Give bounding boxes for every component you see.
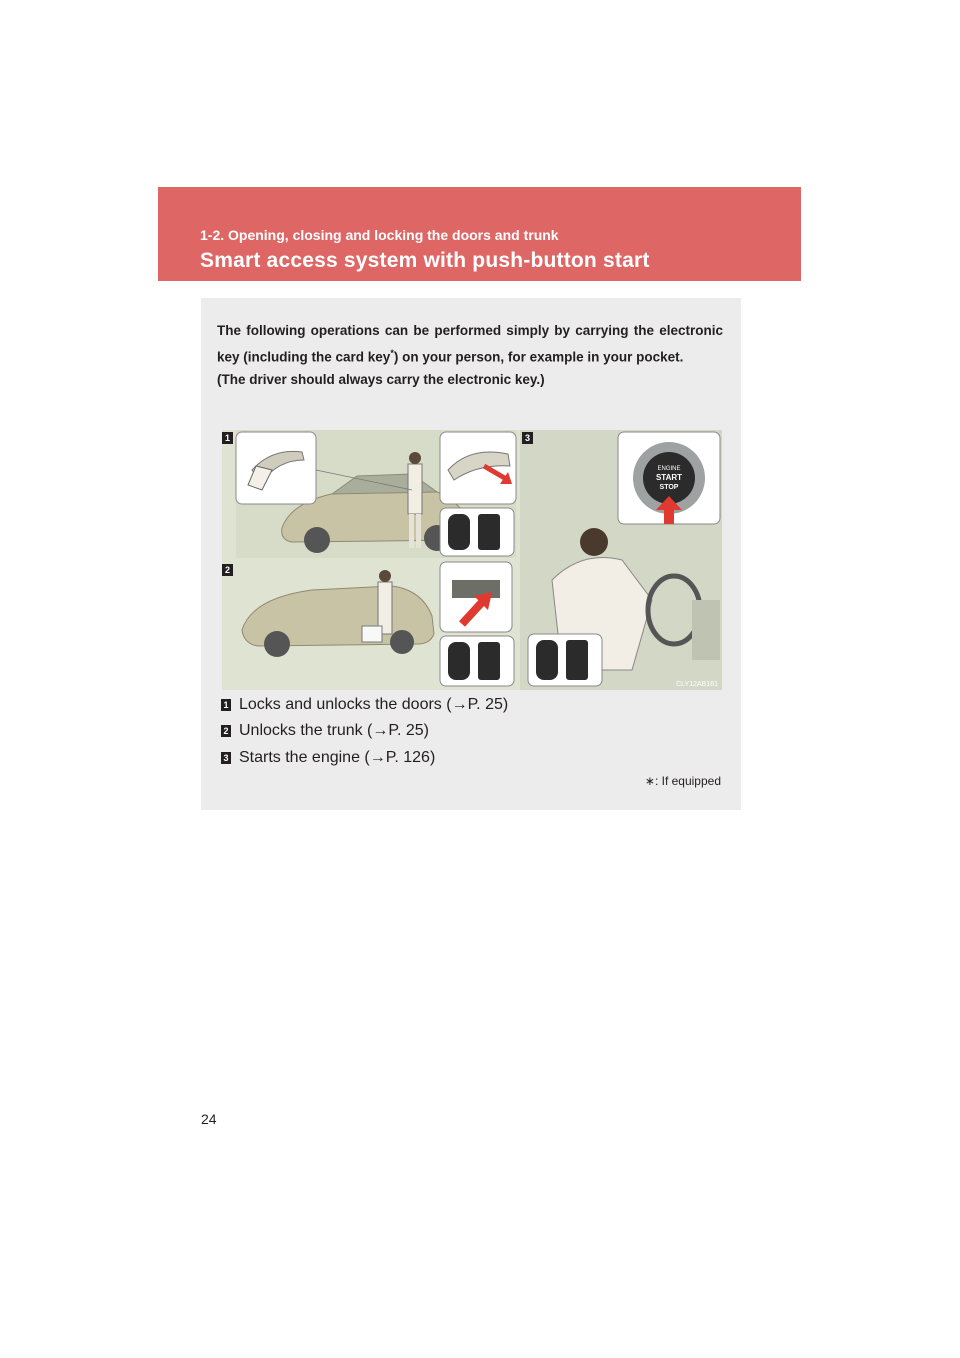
button-text-start: START xyxy=(655,473,683,482)
section-label: 1-2. Opening, closing and locking the doors and trunk xyxy=(200,227,559,243)
item-number: 2 xyxy=(221,725,231,737)
driver-note: (The driver should always carry the electronic key.) xyxy=(217,371,545,387)
smart-access-illustration xyxy=(222,430,722,690)
panel-label-3 xyxy=(522,432,533,444)
svg-text:3: 3 xyxy=(524,433,531,443)
svg-text:1: 1 xyxy=(224,433,231,443)
list-item-doors xyxy=(221,694,508,716)
intro-text: The following operations can be performed simply by carrying the electronic key (including the card key*) on your person, for example in your pocket. (The driver should always carry the electronic key.) xyxy=(217,323,723,387)
chapter-header xyxy=(158,187,801,281)
key-fob-inset-2 xyxy=(440,636,514,686)
start-button-inset xyxy=(618,432,720,524)
list-item-trunk xyxy=(221,720,429,742)
page-number: 24 xyxy=(201,1111,217,1127)
item-number: 3 xyxy=(221,752,231,764)
list-item-engine xyxy=(221,747,435,769)
item-text: Locks and unlocks the doors (→P. 25) xyxy=(239,696,509,713)
item-text: Unlocks the trunk (→P. 25) xyxy=(239,722,430,739)
item-number: 1 xyxy=(221,699,231,711)
item-text: Starts the engine (→P. 126) xyxy=(239,749,436,766)
key-fob-inset-1 xyxy=(440,508,514,556)
trunk-button-inset xyxy=(440,562,512,632)
button-text-engine: ENGINE xyxy=(657,466,681,472)
page-title: Smart access system with push-button start xyxy=(200,249,650,272)
key-fob-inset-3 xyxy=(528,634,602,686)
panel-label-1 xyxy=(222,432,233,444)
footnote: ∗: If equipped xyxy=(644,774,721,788)
illustration-code: CLY12AB161 xyxy=(676,681,718,688)
svg-text:2: 2 xyxy=(224,565,231,575)
door-handle-inset-2 xyxy=(440,432,516,504)
button-text-stop: STOP xyxy=(659,484,679,491)
info-panel xyxy=(201,298,741,810)
panel-label-2 xyxy=(222,564,233,576)
